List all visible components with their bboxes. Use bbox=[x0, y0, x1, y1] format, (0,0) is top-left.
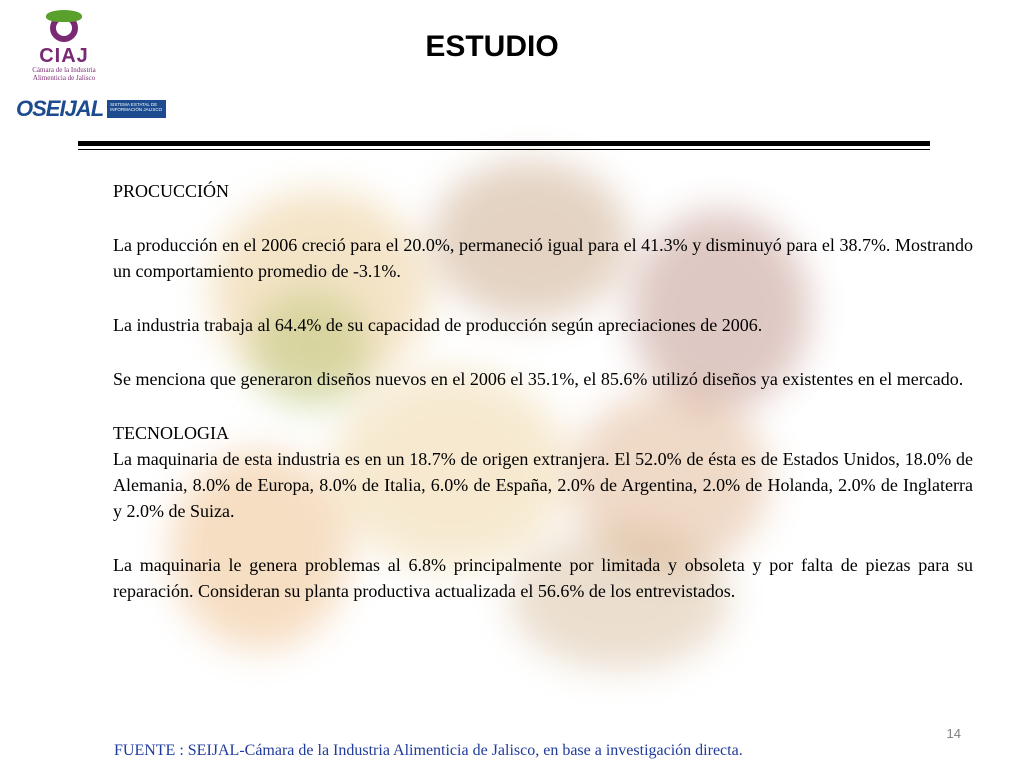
title-divider-thin bbox=[78, 149, 930, 150]
oseijal-logo bbox=[16, 96, 166, 122]
page-number: 14 bbox=[946, 726, 961, 741]
title-divider-thick bbox=[78, 141, 930, 146]
ciaj-logo-subtitle: Cámara de la Industria Alimenticia de Jalisco bbox=[32, 66, 96, 82]
production-paragraph-2: La industria trabaja al 64.4% de su capacidad de producción según apreciaciones de 2006. bbox=[113, 315, 763, 335]
slide-title: ESTUDIO bbox=[425, 30, 559, 63]
source-footnote: FUENTE : SEIJAL-Cámara de la Industria Alimenticia de Jalisco, en base a investigación directa. bbox=[114, 742, 743, 759]
oseijal-logo-name: OSEIJAL bbox=[16, 96, 104, 121]
oseijal-logo-tagline: SISTEMA ESTATAL DE INFORMACIÓN JALISCO bbox=[107, 100, 166, 118]
ciaj-logo-name: CIAJ bbox=[39, 45, 89, 67]
production-paragraph-1: La producción en el 2006 creció para el 20.0%, permaneció igual para el 41.3% y disminuyó para el 38.7%. Mostrando un comportamiento promedio de -3.1%. bbox=[113, 235, 973, 281]
technology-paragraph-2: La maquinaria le genera problemas al 6.8% principalmente por limitada y obsoleta y por falta de piezas para su reparación. Consideran su planta productiva actualizada el 56.6% de los entrevistados. bbox=[113, 555, 973, 601]
slide-body bbox=[113, 178, 973, 604]
production-paragraph-3: Se menciona que generaron diseños nuevos en el 2006 el 35.1%, el 85.6% utilizó diseños ya existentes en el mercado. bbox=[113, 369, 964, 389]
production-heading: PROCUCCIÓN bbox=[113, 181, 230, 201]
technology-paragraph-1: La maquinaria de esta industria es en un 18.7% de origen extranjera. El 52.0% de ésta es de Estados Unidos, 18.0% de Alemania, 8.0% de Europa, 8.0% de Italia, 6.0% de España, 2.0% de Argentina, 2.0% de Holanda, 2.0% de Inglaterra y 2.0% de Suiza. bbox=[113, 449, 973, 521]
technology-heading: TECNOLOGIA bbox=[113, 423, 229, 443]
